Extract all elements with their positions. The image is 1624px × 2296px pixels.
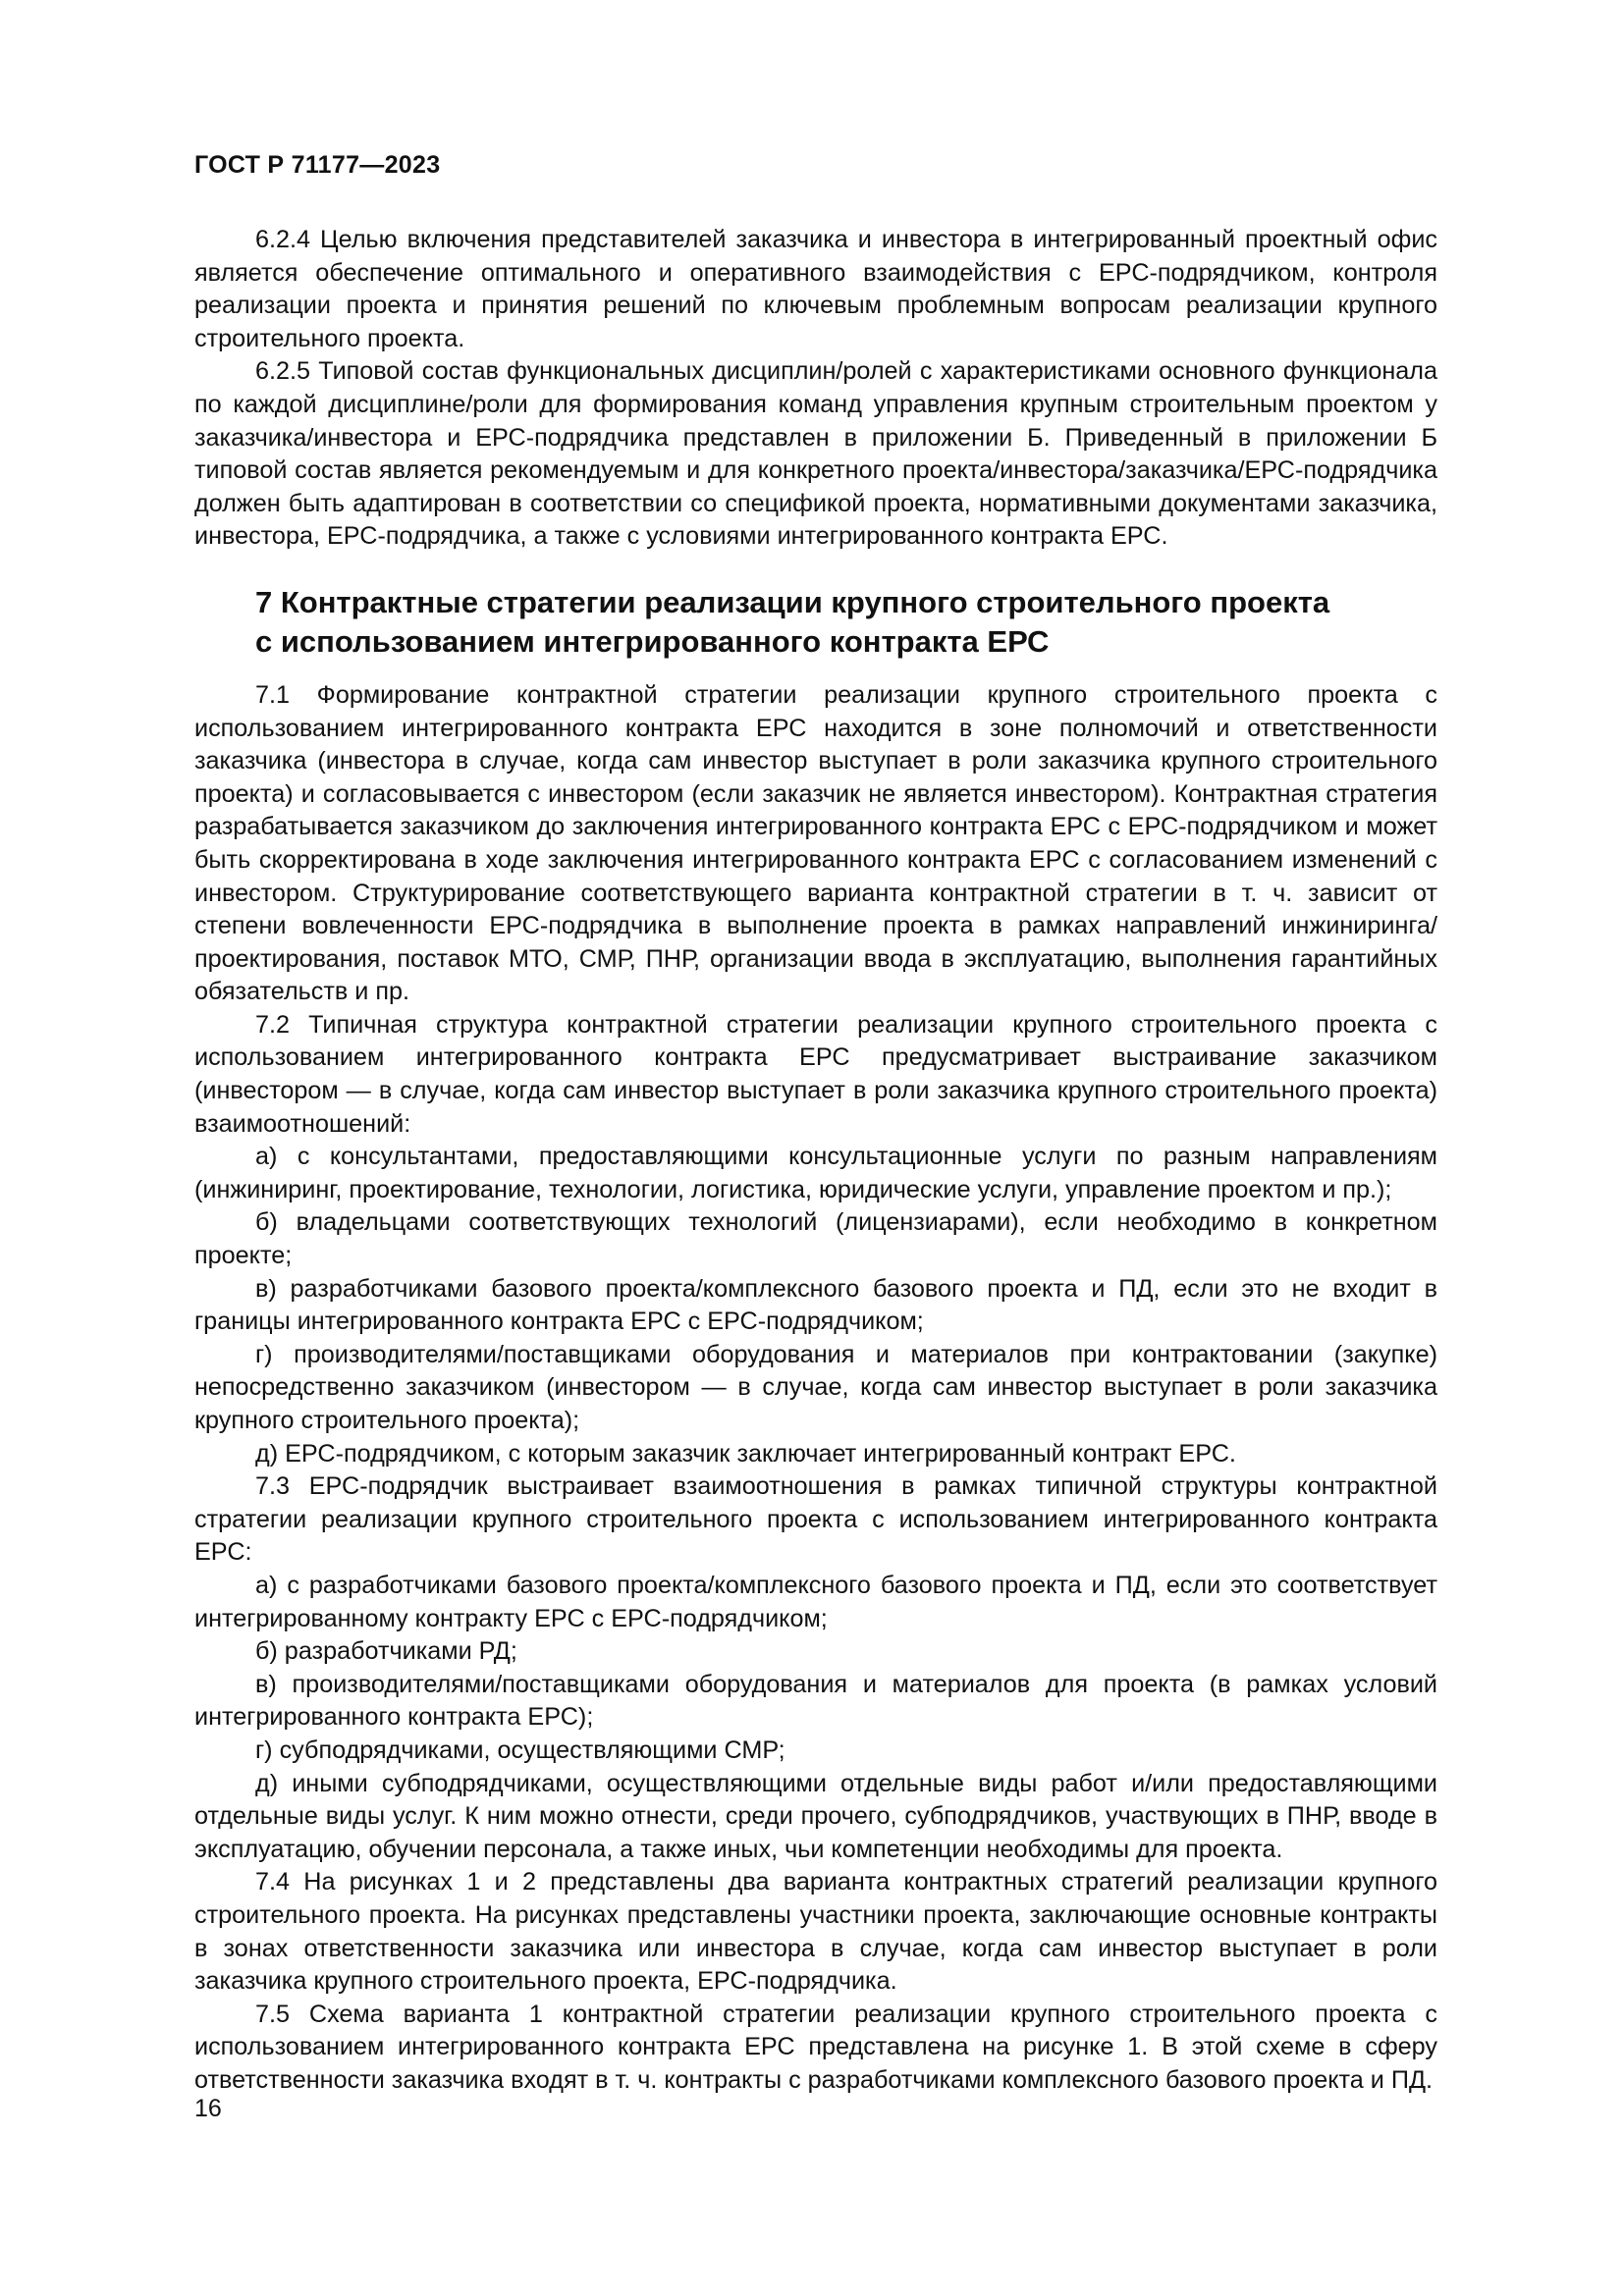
paragraph-7-2: 7.2 Типичная структура контрактной стратегии реализации крупного строительного проекта с использованием интегрированного контракта ЕРС предусматривает выстраивание заказчиком (инвестором — в случае, когда сам инвестор выступает в роли заказчика крупного строительного проекта) взаимоотношений: [194,1010,1437,1138]
list-item-7-3-b: б) разработчиками РД; [255,1637,517,1666]
list-item-7-2-d: д) ЕРС-подрядчиком, с которым заказчик заключает интегрированный контракт ЕРС. [255,1439,1236,1468]
paragraph-7-4: 7.4 На рисунках 1 и 2 представлены два варианта контрактных стратегий реализации крупного строительного проекта. На рисунках представлены участники проекта, заключающие основные контракты в зонах ответственности заказчика или инвестора в случае, когда сам инвестор выступает в роли заказчика крупного строительного проекта, ЕРС-подрядчика. [194,1868,1437,1996]
paragraph-6-2-5: 6.2.5 Типовой состав функциональных дисциплин/ролей с характеристиками основного функционала по каждой дисциплине/роли для формирования команд управления крупным строительным проектом у заказчика/инвестора и ЕРС-подрядчика представлен в приложении Б. Приведенный в приложении Б типовой состав является рекомендуемым и для конкретного проекта/инвестора/заказчика/ЕРС-подрядчика должен быть адаптирован в соответствии со спецификой проекта, нормативными документами заказчика, инвестора, ЕРС-подрядчика, а также с условиями интегрированного контракта ЕРС. [194,357,1437,551]
list-item-7-3-a: а) с разработчиками базового проекта/комплексного базового проекта и ПД, если это соответствует интегрированному контракту ЕРС с ЕРС-подрядчиком; [194,1571,1437,1632]
page-number: 16 [194,2095,222,2122]
paragraph-7-1: 7.1 Формирование контрактной стратегии реализации крупного строительного проекта с использованием интегрированного контракта ЕРС находится в зоне полномочий и ответственности заказчика (инвестора в случае, когда сам инвестор выступает в роли заказчика крупного строительного проекта) и согласовывается с инвестором (если заказчик не является инвестором). Контрактная стратегия разрабатывается заказчиком до заключения интегрированного контракта ЕРС с ЕРС-подрядчиком и может быть скорректирована в ходе заключения интегрированного контракта ЕРС с согласованием изменений с инвестором. Структурирование соответствующего варианта контрактной стратегии в т. ч. зависит от степени вовлеченности ЕРС-подрядчика в выполнение проекта в рамках направлений инжиниринга/проектирования, поставок МТО, СМР, ПНР, организации ввода в эксплуатацию, выполнения гарантийных обязательств и пр. [194,680,1437,1006]
paragraph-7-3: 7.3 ЕРС-подрядчик выстраивает взаимоотношения в рамках типичной структуры контрактной стратегии реализации крупного строительного проекта с использованием интегрированного контракта ЕРС: [194,1472,1437,1567]
list-item-7-2-g: г) производителями/поставщиками оборудования и материалов при контрактовании (закупке) непосредственно заказчиком (инвестором — в случае, когда сам инвестор выступает в роли заказчика крупного строительного проекта); [194,1340,1437,1434]
list-item-7-3-v: в) производителями/поставщиками оборудования и материалов для проекта (в рамках условий интегрированного контракта ЕРС); [194,1670,1437,1732]
section-7-title [255,583,1437,662]
paragraph-7-5: 7.5 Схема варианта 1 контрактной стратегии реализации крупного строительного проекта с использованием интегрированного контракта ЕРС представлена на рисунке 1. В этой схеме в сферу ответственности заказчика входят в т. ч. контракты с разработчиками комплексного базового проекта и ПД. [194,2000,1437,2094]
list-item-7-3-g: г) субподрядчиками, осуществляющими СМР; [255,1735,785,1764]
document-body [194,224,1437,2097]
section-title-line-2: с использованием интегрированного контракта ЕРС [255,623,1050,659]
list-item-7-3-d: д) иными субподрядчиками, осуществляющими отдельные виды работ и/или предоставляющими отдельные виды услуг. К ним можно отнести, среди прочего, субподрядчиков, участвующих в ПНР, вводе в эксплуатацию, обучении персонала, а также иных, чьи компетенции необходимы для проекта. [194,1769,1437,1863]
standard-header: ГОСТ Р 71177—2023 [194,151,441,179]
list-item-7-2-v: в) разработчиками базового проекта/комплексного базового проекта и ПД, если это не входит в границы интегрированного контракта ЕРС с ЕРС-подрядчиком; [194,1274,1437,1336]
paragraph-6-2-4: 6.2.4 Целью включения представителей заказчика и инвестора в интегрированный проектный офис является обеспечение оптимального и оперативного взаимодействия с ЕРС-подрядчиком, контроля реализации проекта и принятия решений по ключевым проблемным вопросам реализации крупного строительного проекта. [194,226,1437,352]
list-item-7-2-a: а) с консультантами, предоставляющими консультационные услуги по разным направлениям (инжиниринг, проектирование, технологии, логистика, юридические услуги, управление проектом и пр.); [194,1143,1437,1203]
list-item-7-2-b: б) владельцами соответствующих технологий (лицензиарами), если необходимо в конкретном проекте; [194,1208,1437,1270]
section-title-line-1: 7 Контрактные стратегии реализации крупного строительного проекта [255,584,1330,619]
